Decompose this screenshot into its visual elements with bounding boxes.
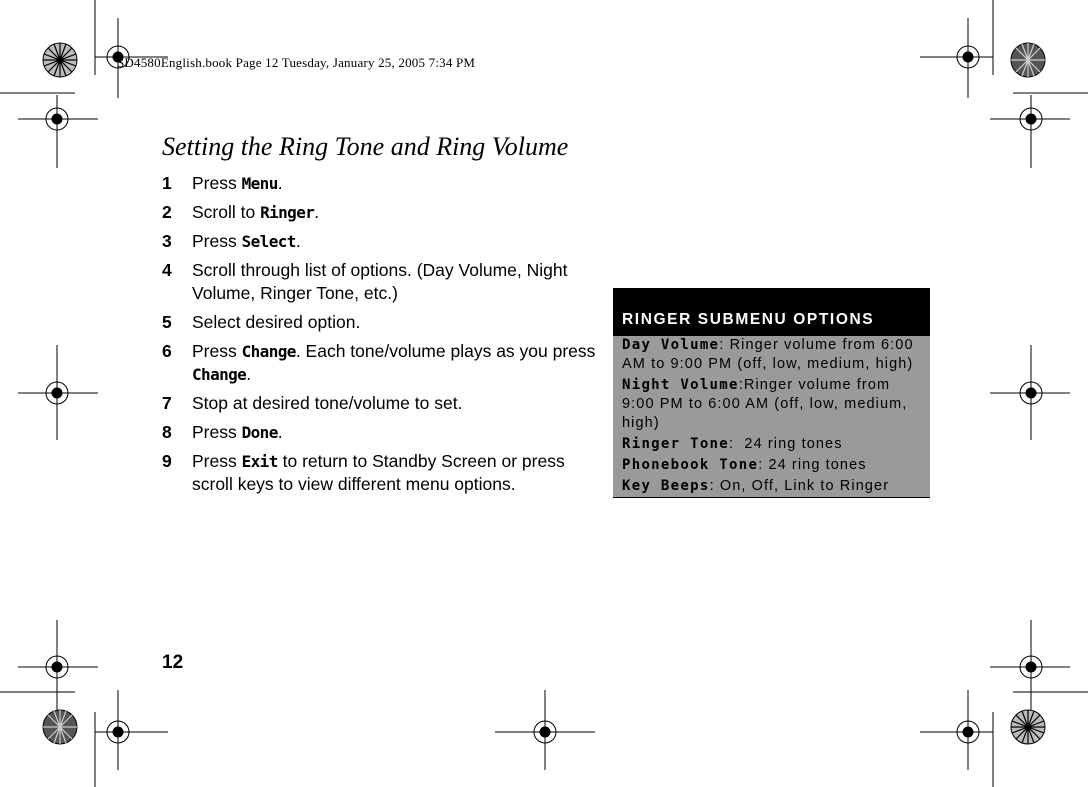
- submenu-option: [613, 477, 930, 496]
- submenu-option-separator: :: [719, 337, 730, 353]
- step-key-label: Menu: [241, 174, 278, 193]
- step-text: Press: [192, 422, 242, 442]
- step-text: Select desired option.: [192, 312, 361, 332]
- submenu-option-label: Ringer Tone: [622, 436, 730, 452]
- star-target-top-left: [43, 43, 77, 77]
- step-text: Stop at desired tone/volume to set.: [192, 393, 463, 413]
- step-key-label: Done: [241, 423, 278, 442]
- step-item: [162, 311, 602, 334]
- section-title: Setting the Ring Tone and Ring Volume: [162, 132, 569, 161]
- star-target-bottom-left: [43, 710, 77, 744]
- step-text: Press: [192, 173, 242, 193]
- registration-mark-bottom-right: [920, 690, 993, 770]
- submenu-option-label: Phonebook Tone: [622, 457, 759, 473]
- step-text: .: [295, 231, 301, 251]
- step-item: [162, 259, 602, 305]
- submenu-option: [613, 435, 930, 454]
- step-number: 8: [162, 422, 172, 442]
- book-header-slug: SD4580English.book Page 12 Tuesday, January 25, 2005 7:34 PM: [117, 55, 476, 70]
- submenu-option-text: 24 ring tones: [744, 436, 843, 452]
- registration-mark-left-top: [18, 95, 98, 168]
- registration-mark-right-middle: [990, 345, 1070, 440]
- registration-mark-right-top: [990, 95, 1070, 168]
- submenu-heading: RINGER SUBMENU OPTIONS: [613, 288, 930, 336]
- step-text: .: [314, 202, 320, 222]
- step-item: [162, 340, 602, 386]
- registration-mark-bottom-left: [95, 690, 168, 770]
- step-text: to return to Standby Screen or press scroll keys to view different menu options.: [192, 451, 565, 494]
- step-item: [162, 392, 602, 415]
- registration-mark-left-bottom: [18, 620, 98, 712]
- step-item: [162, 201, 602, 224]
- step-number: 4: [162, 260, 172, 280]
- step-item: [162, 172, 602, 195]
- submenu-option-label: Key Beeps: [622, 478, 710, 494]
- ringer-submenu-box: [613, 288, 930, 498]
- submenu-option-text: Ringer volume from 9:00 PM to 6:00 AM (off, low, medium, high): [622, 377, 908, 431]
- step-text: Scroll through list of options. (Day Volume, Night Volume, Ringer Tone, etc.): [192, 260, 568, 303]
- step-key-label: Change: [192, 365, 247, 384]
- submenu-option-label: Day Volume: [622, 337, 720, 353]
- submenu-option: [613, 456, 930, 475]
- registration-mark-left-middle: [18, 345, 98, 440]
- step-text: .: [246, 364, 252, 384]
- instruction-steps: [162, 172, 602, 502]
- registration-mark-top-right: [920, 18, 993, 98]
- step-key-label: Exit: [241, 452, 278, 471]
- step-number: 3: [162, 231, 172, 251]
- step-text: . Each tone/volume plays as you press: [295, 341, 596, 361]
- step-text: .: [277, 173, 283, 193]
- submenu-option: [613, 336, 930, 374]
- registration-mark-bottom-center: [495, 690, 595, 770]
- step-item: [162, 230, 602, 253]
- step-number: 7: [162, 393, 172, 413]
- submenu-option: [613, 376, 930, 433]
- step-number: 6: [162, 341, 172, 361]
- submenu-option-text: Ringer volume from 6:00 AM to 9:00 PM (off, low, medium, high): [622, 337, 914, 372]
- submenu-option-separator: :: [709, 478, 720, 494]
- step-number: 9: [162, 451, 172, 471]
- step-text: Press: [192, 341, 242, 361]
- submenu-option-label: Night Volume: [622, 377, 739, 393]
- registration-mark-right-bottom: [990, 620, 1070, 712]
- step-number: 2: [162, 202, 172, 222]
- step-key-label: Ringer: [260, 203, 315, 222]
- submenu-option-text: 24 ring tones: [768, 457, 867, 473]
- star-target-bottom-right: [1011, 710, 1045, 744]
- step-key-label: Change: [241, 342, 296, 361]
- step-text: Press: [192, 231, 242, 251]
- step-number: 1: [162, 173, 172, 193]
- step-item: [162, 450, 602, 496]
- star-target-top-right: [1011, 43, 1045, 77]
- step-text: Press: [192, 451, 242, 471]
- step-text: Scroll to: [192, 202, 261, 222]
- submenu-option-separator: :: [729, 436, 745, 452]
- step-key-label: Select: [241, 232, 296, 251]
- step-item: [162, 421, 602, 444]
- submenu-option-separator: :: [758, 457, 769, 473]
- submenu-option-separator: :: [738, 377, 744, 393]
- submenu-option-text: On, Off, Link to Ringer: [719, 478, 890, 494]
- page-number: 12: [162, 652, 184, 673]
- step-text: .: [277, 422, 283, 442]
- step-number: 5: [162, 312, 172, 332]
